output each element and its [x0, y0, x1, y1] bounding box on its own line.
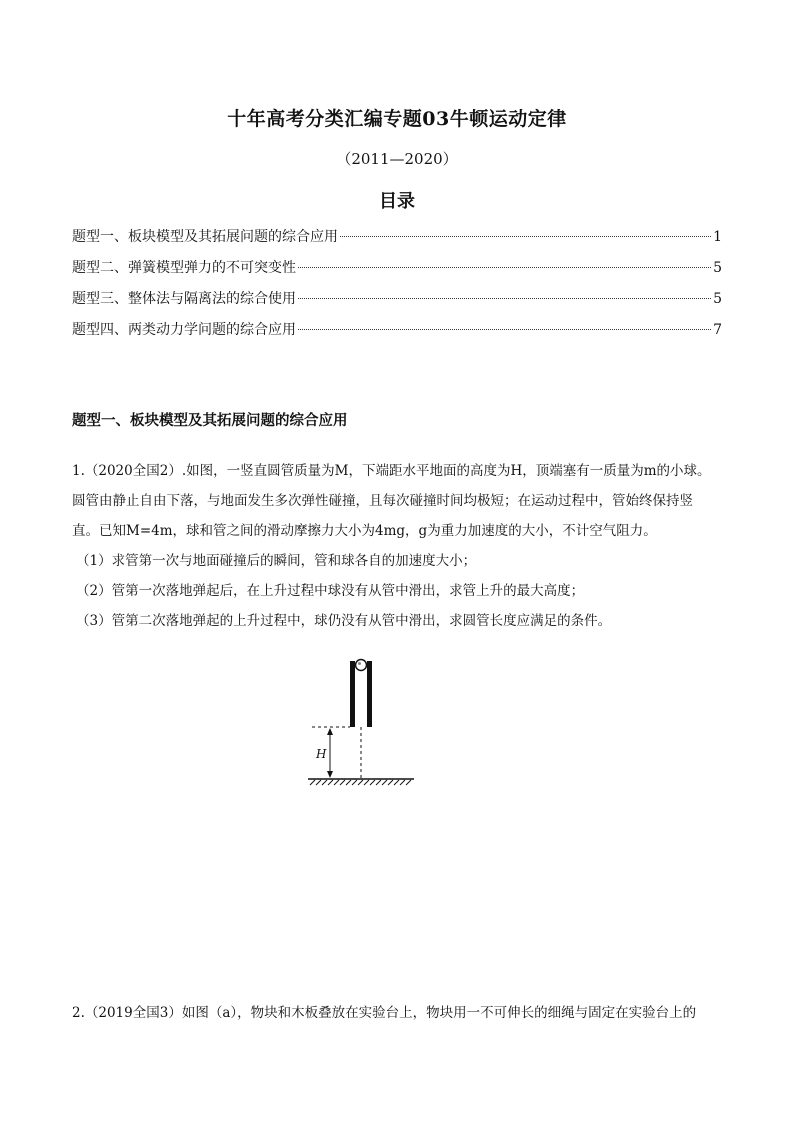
toc-heading: 目录 [379, 191, 415, 212]
toc-item[interactable] [72, 226, 722, 257]
toc-item-page: 5 [713, 260, 722, 276]
ground-hatching [310, 780, 411, 785]
question-1-line-2: 圆管由静止自由下落，与地面发生多次弹性碰撞，且每次碰撞时间均极短；在运动过程中，管始终保持竖 [72, 493, 693, 509]
toc-leader-dots [298, 267, 711, 268]
tube-right-wall [367, 661, 372, 727]
question-2 [72, 998, 732, 1028]
toc-item[interactable] [72, 319, 722, 350]
question-1-line-3: 直。已知M=4m，球和管之间的滑动摩擦力大小为4mg，g为重力加速度的大小，不计空气阻力。 [72, 523, 657, 539]
tube-diagram [306, 655, 416, 790]
toc-item-label: 题型二、弹簧模型弹力的不可突变性 [72, 260, 296, 276]
toc-item-page: 5 [713, 291, 722, 307]
toc-leader-dots [298, 329, 711, 330]
tube-ball-figure [306, 655, 416, 794]
document-title: 十年高考分类汇编专题03牛顿运动定律 [227, 108, 567, 130]
toc-item[interactable] [72, 257, 722, 288]
toc-leader-dots [340, 236, 711, 237]
table-of-contents [72, 226, 722, 350]
question-1-part-1: （1）求管第一次与地面碰撞后的瞬间，管和球各自的加速度大小； [76, 553, 477, 569]
toc-item-label: 题型四、两类动力学问题的综合应用 [72, 322, 296, 338]
question-2-line-1: 2.（2019全国3）如图（a），物块和木板叠放在实验台上，物块用一不可伸长的细绳与固定在实验台上的 [72, 1005, 697, 1021]
toc-item-page: 7 [713, 322, 722, 338]
toc-item-page: 1 [713, 229, 722, 245]
ball-icon [356, 660, 367, 671]
arrow-up-icon [327, 728, 333, 735]
toc-leader-dots [298, 298, 711, 299]
toc-item-label: 题型三、整体法与隔离法的综合使用 [72, 291, 296, 307]
question-1-part-2: （2）管第一次落地弹起后，在上升过程中球没有从管中滑出，求管上升的最大高度； [76, 583, 585, 599]
arrow-down-icon [327, 771, 333, 778]
document-subtitle: （2011—2020） [336, 150, 458, 168]
toc-item-label: 题型一、板块模型及其拓展问题的综合应用 [72, 229, 338, 245]
section-heading: 题型一、板块模型及其拓展问题的综合应用 [72, 412, 348, 429]
question-1-part-3: （3）管第二次落地弹起的上升过程中，球仍没有从管中滑出，求圆管长度应满足的条件。 [76, 613, 612, 629]
question-1-line-1: 1.（2020全国2）.如图，一竖直圆管质量为M，下端距水平地面的高度为H，顶端塞有一质量为m的小球。 [72, 463, 711, 479]
tube-left-wall [350, 661, 355, 727]
question-1 [72, 456, 727, 636]
height-label: H [316, 747, 327, 761]
toc-item[interactable] [72, 288, 722, 319]
